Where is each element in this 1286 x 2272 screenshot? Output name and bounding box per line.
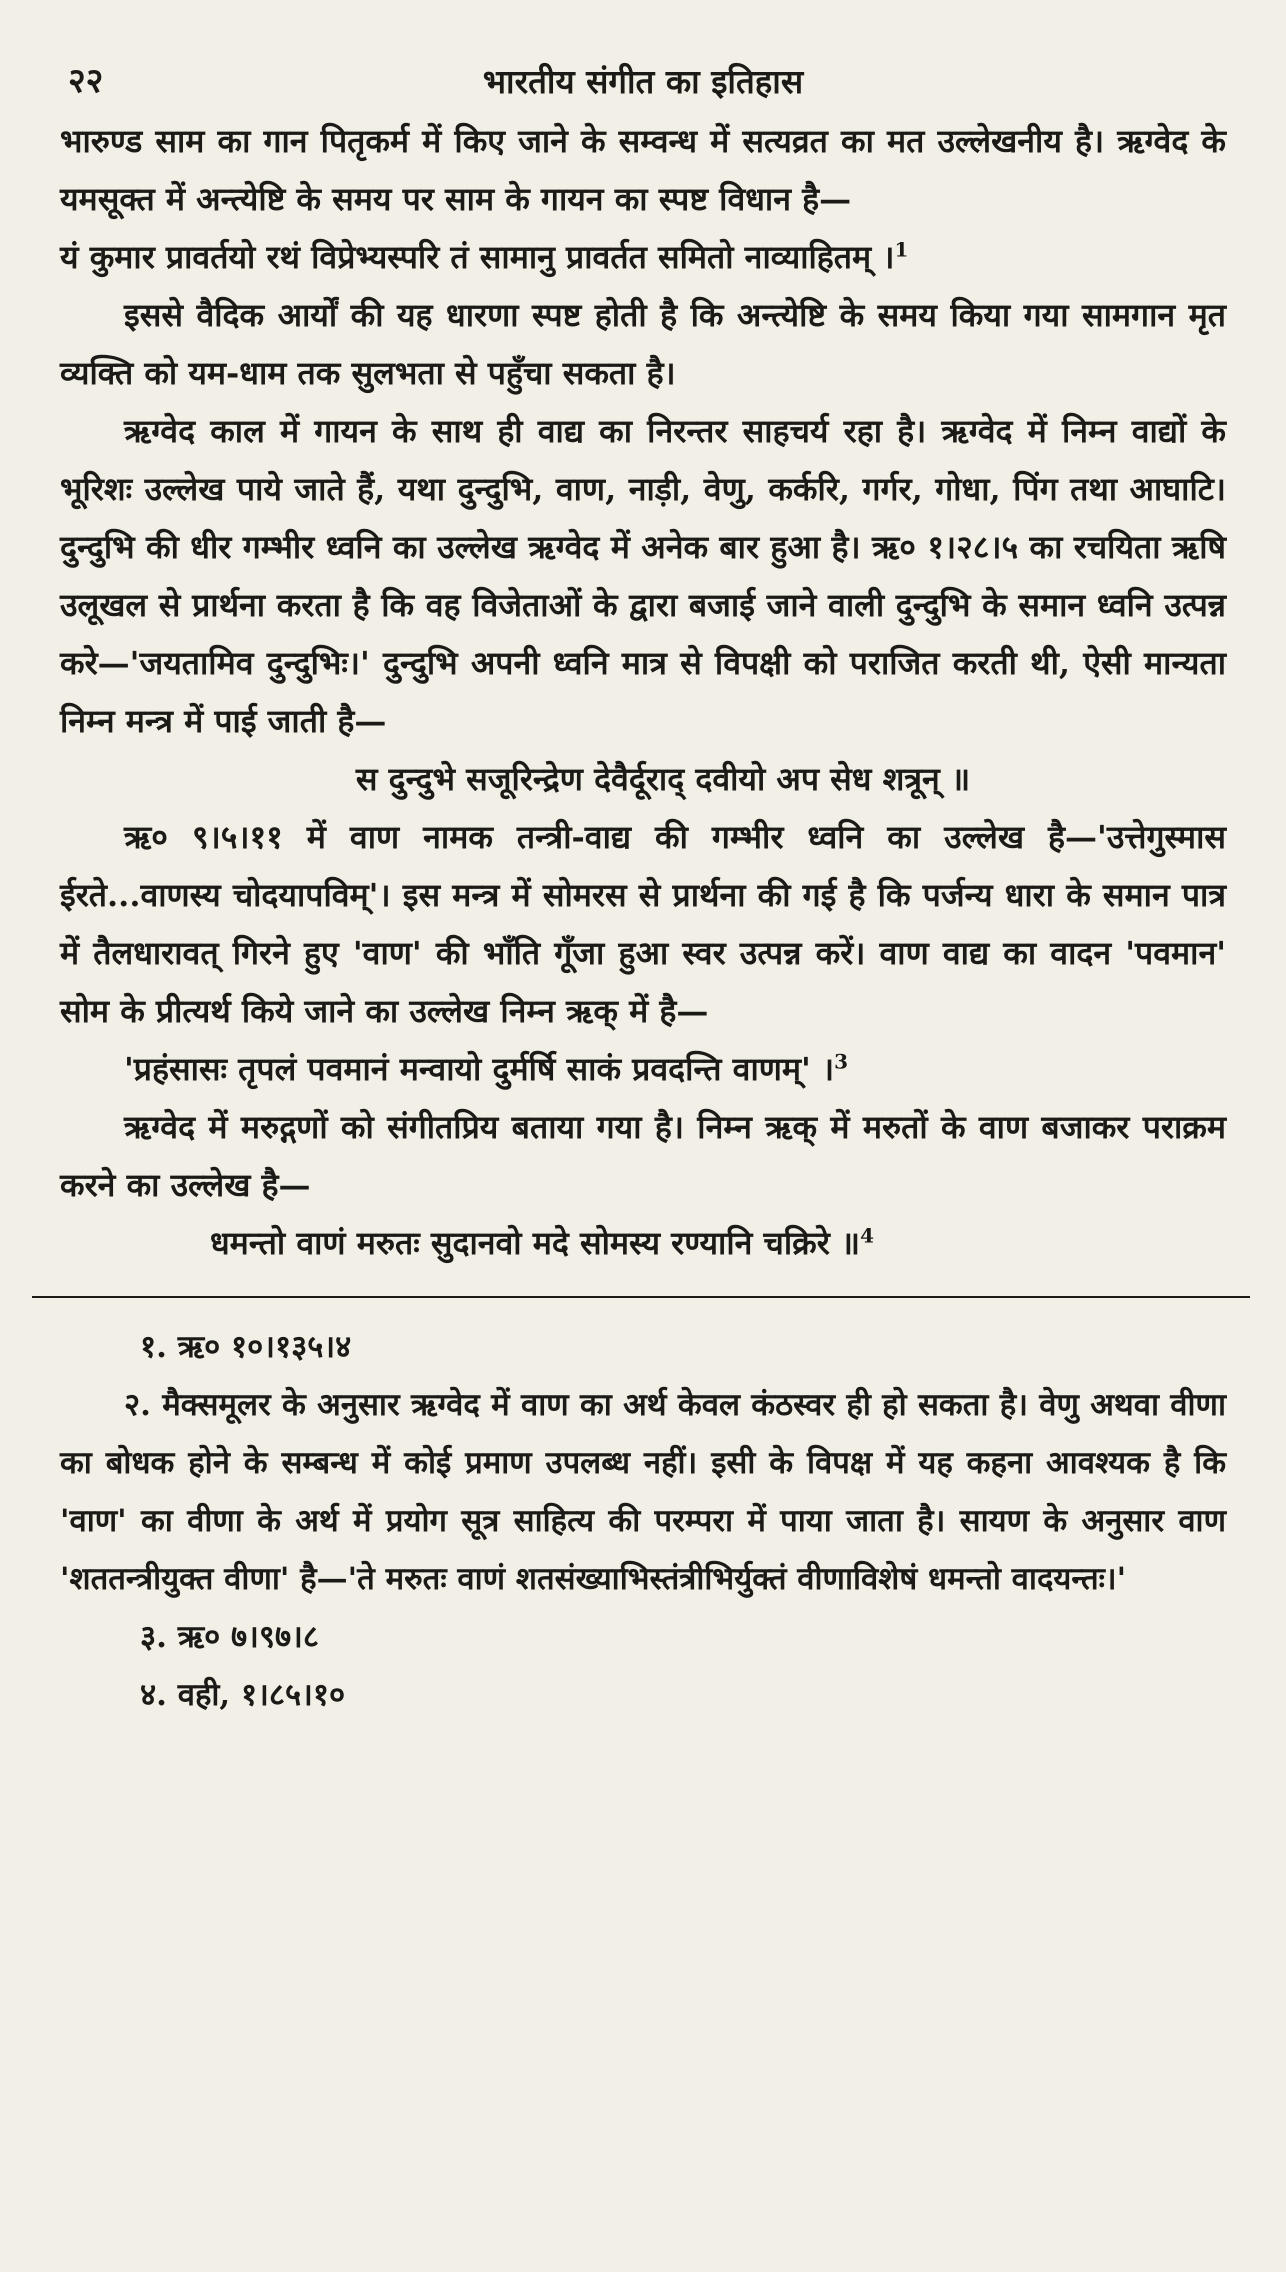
footnote-4: ४. वही, १।८५।१० [140,1677,346,1713]
paragraph-3: ऋग्वेद काल में गायन के साथ ही वाद्य का निरन्तर साहचर्य रहा है। ऋग्वेद में निम्न वाद्यों के भूरिशः उल्लेख पाये जाते हैं, यथा दुन्दुभि, वाण, नाड़ी, वेणु, कर्करि, गर्गर, गोधा, पिंग तथा आघाटि। दुन्दुभि की धीर गम्भीर ध्वनि का उल्लेख ऋग्वेद में अनेक बार हुआ है। ऋ० १।२८।५ का रचयिता ऋषि उलूखल से प्रार्थना करता है कि वह विजेताओं के द्वारा बजाई जाने वाली दुन्दुभि के समान ध्वनि उत्पन्न करे—'जयतामिव दुन्दुभिः।' दुन्दुभि अपनी ध्वनि मात्र से विपक्षी को पराजित करती थी, ऐसी मान्यता निम्न मन्त्र में पाई जाती है— [60,412,1226,740]
verse-4 [60,1214,1226,1272]
running-title: भारतीय संगीत का इतिहास [482,62,804,101]
page-header [60,50,1226,112]
footnote-1: १. ऋ० १०।१३५।४ [140,1329,352,1365]
verse-3-text: 'प्रहंसासः तृपलं पवमानं मन्वायो दुर्मर्षि साकं प्रवदन्ति वाणम्' । [124,1050,835,1088]
paragraph-2: इससे वैदिक आर्यों की यह धारणा स्पष्ट होती है कि अन्त्येष्टि के समय किया गया सामगान मृत व्यक्ति को यम-धाम तक सुलभता से पहुँचा सकता है। [60,296,1226,392]
verse-2: स दुन्दुभे सजूरिन्द्रेण देवैर्दूराद् दवीयो अप सेध शत्रून् ॥ [355,760,971,798]
footnote-divider [32,1296,1250,1298]
footnote-ref-3: 3 [834,1049,849,1074]
paragraph-5: ऋग्वेद में मरुद्गणों को संगीतप्रिय बताया गया है। निम्न ऋक् में मरुतों के वाण बजाकर पराक्रम करने का उल्लेख है— [60,1108,1226,1204]
footnote-ref-4: 4 [860,1223,875,1248]
verse-3 [60,1040,1226,1098]
footnotes [60,1318,1226,1724]
body-text [60,112,1226,1272]
verse-1 [60,228,1226,286]
paragraph-4 [60,808,1226,1040]
verse-1-text: यं कुमार प्रावर्तयो रथं विप्रेभ्यस्परि तं सामानु प्रावर्तत समितो नाव्याहितम् । [60,238,895,276]
paragraph-1: भारुण्ड साम का गान पितृकर्म में किए जाने के सम्वन्ध में सत्यव्रत का मत उल्लेखनीय है। ऋग्वेद के यमसूक्त में अन्त्येष्टि के समय पर साम के गायन का स्पष्ट विधान है— [60,122,1226,218]
footnote-3: ३. ऋ० ७।९७।८ [140,1619,320,1655]
page-number: २२ [68,61,104,101]
footnote-2: २. मैक्समूलर के अनुसार ऋग्वेद में वाण का अर्थ केवल कंठस्वर ही हो सकता है। वेणु अथवा वीणा का बोधक होने के सम्बन्ध में कोई प्रमाण उपलब्ध नहीं। इसी के विपक्ष में यह कहना आवश्यक है कि 'वाण' का वीणा के अर्थ में प्रयोग सूत्र साहित्य की परम्परा में पाया जाता है। सायण के अनुसार वाण 'शततन्त्रीयुक्त वीणा' है—'ते मरुतः वाणं शतसंख्याभिस्तंत्रीभिर्युक्तं वीणाविशेषं धमन्तो वादयन्तः।' [60,1387,1226,1597]
paragraph-4-text: ऋ० ९।५।११ में वाण नामक तन्त्री-वाद्य की गम्भीर ध्वनि का उल्लेख है—'उत्तेगुस्मास ईरते...वाणस्य चोदयापविम्'। इस मन्त्र में सोमरस से प्रार्थना की गई है कि पर्जन्य धारा के समान पात्र में तैलधारावत् गिरने हुए 'वाण' की भाँति गूँजा हुआ स्वर उत्पन्न करें। वाण वाद्य का वादन 'पवमान' सोम के प्रीत्यर्थ किये जाने का उल्लेख निम्न ऋक् में है— [60,818,1226,1030]
footnote-ref-1: 1 [894,237,909,262]
verse-4-text: धमन्तो वाणं मरुतः सुदानवो मदे सोमस्य रण्यानि चक्रिरे ॥ [210,1224,861,1262]
